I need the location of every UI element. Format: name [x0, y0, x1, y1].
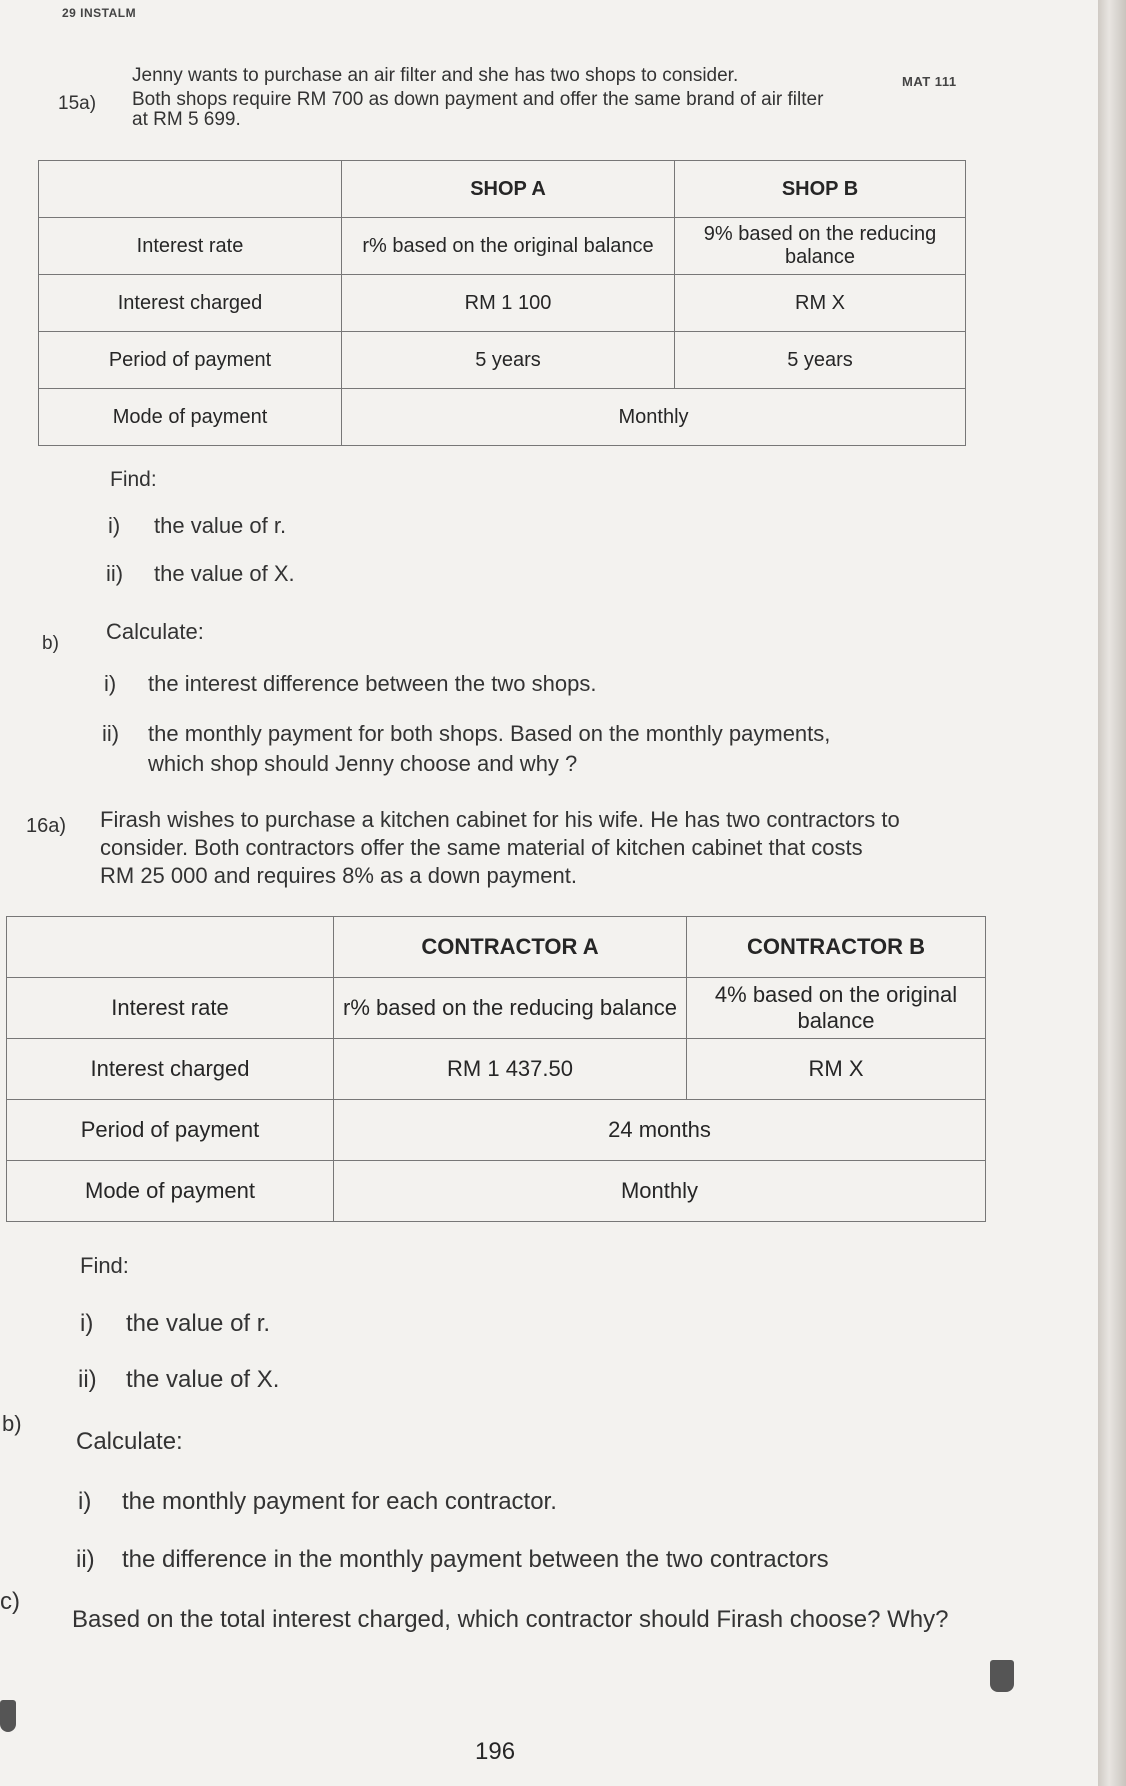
cell-shop-b: 5 years	[675, 332, 966, 389]
q15-calc-ii-text2: which shop should Jenny choose and why ?	[148, 751, 578, 776]
row-label: Interest rate	[39, 218, 342, 275]
q16-calc-ii-text: the difference in the monthly payment between the two contractors	[122, 1546, 829, 1573]
q16-b-label: b)	[2, 1411, 22, 1436]
q15-table	[38, 160, 966, 446]
q16-calc-i-num: i)	[78, 1488, 92, 1515]
q16-find-i-num: i)	[80, 1310, 94, 1337]
page-edge	[1098, 0, 1126, 1786]
table-row	[39, 218, 966, 275]
cell-contractor-a: r% based on the reducing balance	[334, 978, 687, 1039]
cell-merged: Monthly	[334, 1161, 986, 1222]
q16-header-contractor-b: CONTRACTOR B	[687, 917, 986, 978]
q15-line1: Jenny wants to purchase an air filter and she has two shops to consider.	[132, 65, 739, 86]
table-row	[7, 1100, 986, 1161]
q15-find-ii-text: the value of X.	[154, 561, 295, 586]
q16-calc-ii-num: ii)	[76, 1546, 95, 1573]
q15-b-label: b)	[42, 633, 59, 654]
q15-calc-ii-num: ii)	[102, 721, 120, 746]
cell-shop-a: RM 1 100	[342, 275, 675, 332]
table-row	[39, 275, 966, 332]
q16-table-header-row	[7, 917, 986, 978]
q16-label: 16a)	[26, 815, 67, 837]
row-label: Interest charged	[39, 275, 342, 332]
q15-find-label: Find:	[110, 468, 157, 491]
cell-contractor-a: RM 1 437.50	[334, 1039, 687, 1100]
row-label: Period of payment	[7, 1100, 334, 1161]
q15-label: 15a)	[58, 93, 97, 114]
q15-find-i-text: the value of r.	[154, 513, 287, 538]
q15-calculate-label: Calculate:	[106, 619, 204, 644]
q15-calc-ii-text: the monthly payment for both shops. Based on the monthly payments,	[148, 721, 831, 746]
q16-line2: consider. Both contractors offer the same material of kitchen cabinet that costs	[100, 835, 863, 860]
q15-header-shop-b: SHOP B	[675, 161, 966, 218]
page-number: 196	[475, 1738, 516, 1765]
q16-calculate-label: Calculate:	[76, 1428, 183, 1455]
q16-line1: Firash wishes to purchase a kitchen cabinet for his wife. He has two contractors to	[100, 807, 900, 832]
q15-line3: at RM 5 699.	[132, 109, 241, 130]
cell-contractor-b: 4% based on the original balance	[687, 978, 986, 1039]
q16-find-ii-text: the value of X.	[126, 1366, 280, 1393]
row-label: Mode of payment	[7, 1161, 334, 1222]
q16-c-text: Based on the total interest charged, which contractor should Firash choose? Why?	[72, 1606, 949, 1633]
q16-header-blank	[7, 917, 334, 978]
cell-shop-a: r% based on the original balance	[342, 218, 675, 275]
row-label: Period of payment	[39, 332, 342, 389]
q16-find-label: Find:	[80, 1253, 129, 1278]
cell-contractor-b: RM X	[687, 1039, 986, 1100]
q16-calc-i-text: the monthly payment for each contractor.	[122, 1488, 557, 1515]
cell-shop-a: 5 years	[342, 332, 675, 389]
table-row	[7, 978, 986, 1039]
q16-line3: RM 25 000 and requires 8% as a down payment.	[100, 863, 577, 888]
cell-merged: Monthly	[342, 389, 966, 446]
q15-calc-i-num: i)	[104, 671, 117, 696]
q15-calc-i-text: the interest difference between the two shops.	[148, 671, 597, 696]
course-code: MAT 111	[902, 74, 957, 89]
book-icon	[0, 1700, 16, 1732]
book-icon	[990, 1660, 1014, 1692]
cell-merged: 24 months	[334, 1100, 986, 1161]
row-label: Interest charged	[7, 1039, 334, 1100]
q16-c-label: c)	[0, 1588, 20, 1615]
q16-header-contractor-a: CONTRACTOR A	[334, 917, 687, 978]
q15-line2: Both shops require RM 700 as down payment and offer the same brand of air filter	[132, 89, 824, 110]
q15-find-ii-num: ii)	[106, 561, 124, 586]
cell-shop-b: RM X	[675, 275, 966, 332]
corner-tag: 29 INSTALM	[62, 6, 137, 20]
table-row	[7, 1161, 986, 1222]
table-row	[7, 1039, 986, 1100]
q16-find-ii-num: ii)	[78, 1366, 97, 1393]
row-label: Interest rate	[7, 978, 334, 1039]
q15-find-i-num: i)	[108, 513, 121, 538]
row-label: Mode of payment	[39, 389, 342, 446]
q16-table	[6, 916, 986, 1222]
q15-header-shop-a: SHOP A	[342, 161, 675, 218]
q16-find-i-text: the value of r.	[126, 1310, 271, 1337]
table-row	[39, 332, 966, 389]
cell-shop-b: 9% based on the reducing balance	[675, 218, 966, 275]
q15-header-blank	[39, 161, 342, 218]
table-row	[39, 389, 966, 446]
q15-table-header-row	[39, 161, 966, 218]
